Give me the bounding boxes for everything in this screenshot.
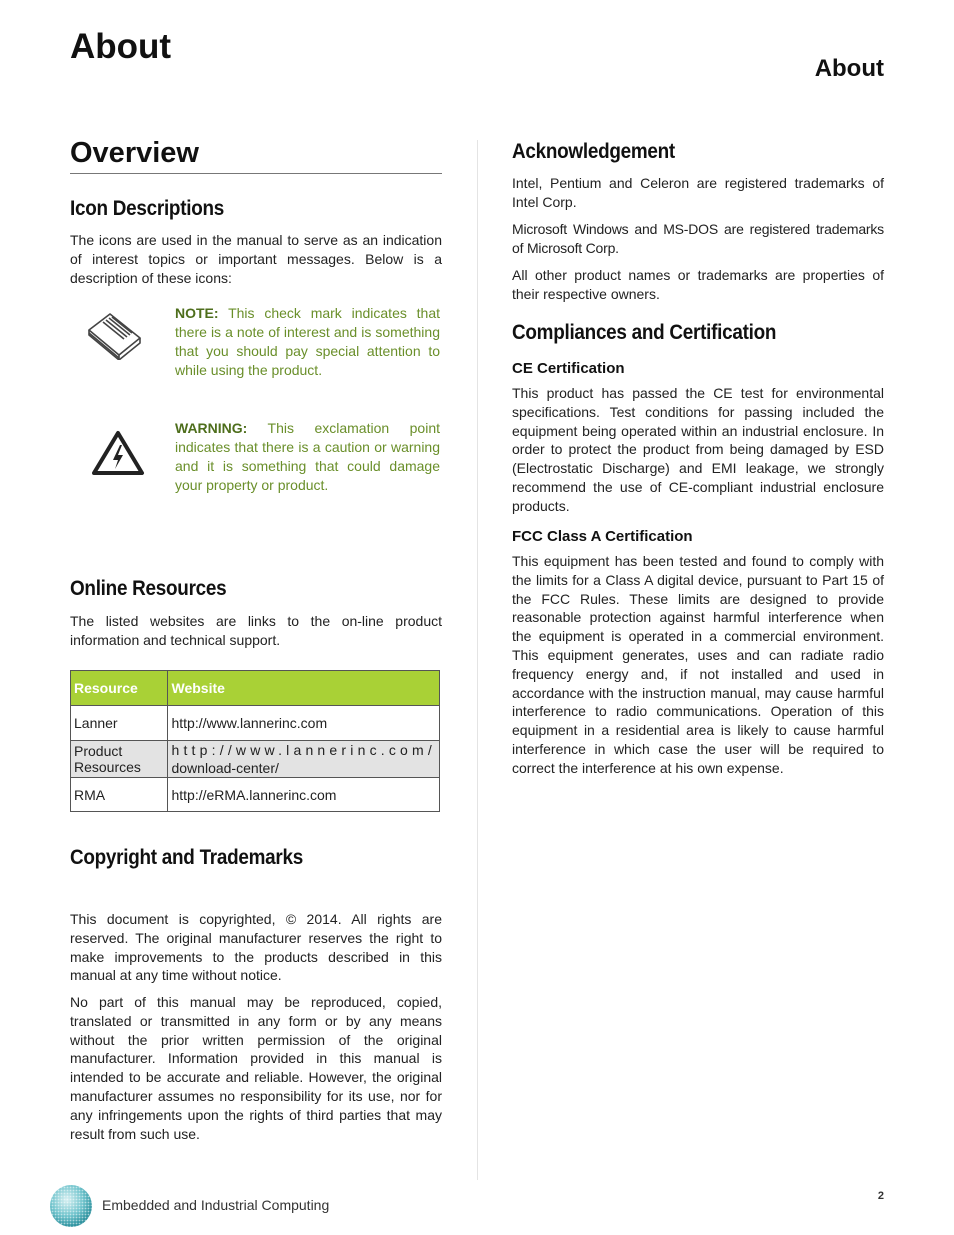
warning-label: WARNING:	[175, 420, 248, 436]
footer-tagline: Embedded and Industrial Computing	[102, 1197, 330, 1213]
copyright-heading: Copyright and Trademarks	[70, 846, 303, 869]
warning-text: This exclamation point indicates that there is a caution or warning and it is something that could damage your property or product.	[175, 420, 440, 493]
fcc-certification-heading: FCC Class A Certification	[512, 528, 693, 545]
acknowledgement-paragraph-3: All other product names or trademarks are properties of their respective owners.	[512, 267, 884, 302]
note-book-icon	[86, 308, 142, 360]
table-cell-resource: Product Resources	[71, 741, 168, 778]
copyright-paragraph-2: No part of this manual may be reproduced, copied, translated or transmitted in any form or by any means without the prior written permission of the original manufacturer. Information provided in this manual is intended to be accurate and reliable. However, the original manufacturer assumes no responsibility for its use, nor for any infringements upon the rights of third parties that may result from such use.	[70, 994, 442, 1142]
copyright-paragraph-1: This document is copyrighted, © 2014. All rights are reserved. The original manufacturer reserves the right to make improvements to the products described in this manual at any time without notice.	[70, 911, 442, 984]
acknowledgement-paragraph-1: Intel, Pentium and Celeron are registered trademarks of Intel Corp.	[512, 175, 884, 210]
page-title: About	[70, 27, 172, 66]
table-header-resource: Resource	[71, 671, 168, 706]
ce-certification-heading: CE Certification	[512, 360, 625, 377]
table-header-row	[71, 671, 440, 706]
icon-descriptions-intro: The icons are used in the manual to serve as an indication of interest topics or important messages. Below is a description of these icons:	[70, 232, 442, 286]
table-cell-website-link[interactable]: http://eRMA.lannerinc.com	[168, 778, 440, 812]
acknowledgement-heading: Acknowledgement	[512, 140, 675, 163]
table-row	[71, 706, 440, 741]
resource-table	[70, 670, 440, 812]
note-description	[175, 304, 440, 380]
table-cell-resource: Lanner	[71, 706, 168, 741]
table-header-website: Website	[168, 671, 440, 706]
page-number: 2	[877, 1190, 884, 1202]
acknowledgement-paragraph-2: Microsoft Windows and MS-DOS are registered trademarks of Microsoft Corp.	[512, 221, 884, 256]
compliances-heading: Compliances and Certification	[512, 321, 777, 344]
fcc-certification-text: This equipment has been tested and found to comply with the limits for a Class A digital device, pursuant to Part 15 of the FCC Rules. These limits are designed to provide reasonable protection against harmful interference when the equipment is operated in a commercial environment. This equipment generates, uses and can radiate radio frequency energy and, if not installed and used in accordance with the instruction manual, may cause harmful interference to radio communications. Operation of this equipment in a residential area is likely to cause harmful interference in which case the user will be required to correct the interference at his own expense.	[512, 553, 884, 776]
table-cell-website-link[interactable]: http://www.lannerinc.com	[168, 706, 440, 741]
warning-icon	[91, 430, 145, 476]
ce-certification-text: This product has passed the CE test for environmental specifications. Test conditions for passing included the equipment being operated within an industrial enclosure. In order to protect the product from being damaged by ESD (Electrostatic Discharge) and EMI leakage, we strongly recommend the use of CE-compliant industrial enclosure products.	[512, 385, 884, 514]
warning-description	[175, 419, 440, 495]
online-resources-heading: Online Resources	[70, 577, 227, 600]
website-line-1: http://www.lannerinc.com/	[171, 742, 436, 758]
table-cell-resource: RMA	[71, 778, 168, 812]
website-line-2: download-center/	[171, 760, 279, 776]
note-label: NOTE:	[175, 305, 219, 321]
running-header: About	[814, 55, 884, 82]
overview-heading: Overview	[70, 134, 442, 174]
table-cell-website-link[interactable]	[168, 741, 440, 778]
note-text: This check mark indicates that there is a note of interest and is something that you should pay special attention to while using the product.	[175, 305, 440, 378]
icon-descriptions-heading: Icon Descriptions	[70, 197, 224, 220]
table-row	[71, 778, 440, 812]
globe-logo-icon	[48, 1183, 94, 1229]
online-resources-intro: The listed websites are links to the on-line product information and technical support.	[70, 613, 442, 648]
table-row	[71, 741, 440, 778]
column-divider	[477, 140, 478, 1180]
